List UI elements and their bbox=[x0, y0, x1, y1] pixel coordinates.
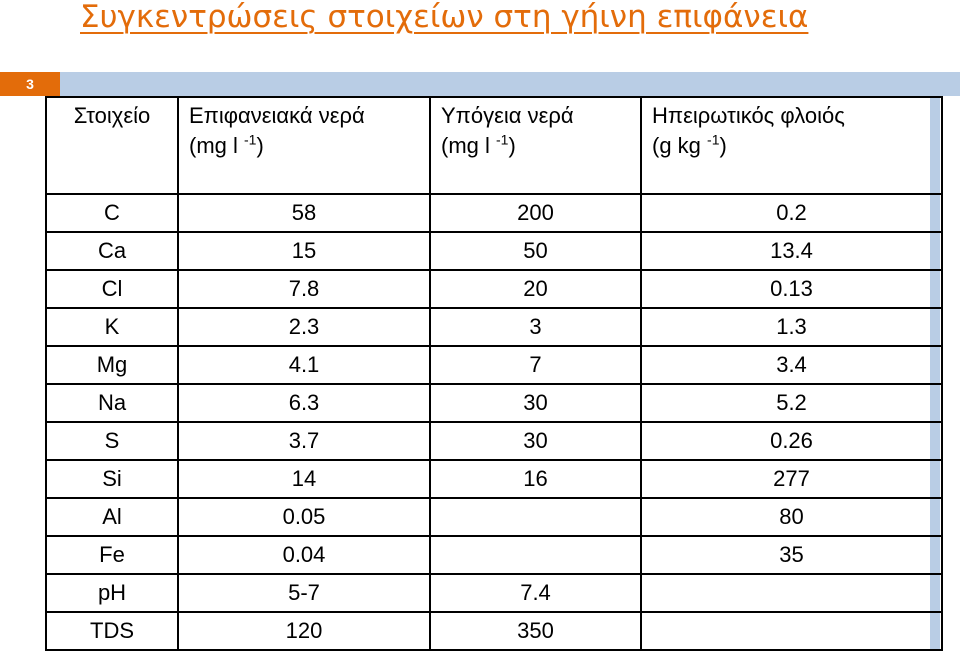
header-continental-crust bbox=[641, 97, 942, 194]
cell-surface-water: 0.05 bbox=[178, 498, 430, 536]
table-header-row bbox=[46, 97, 942, 194]
table-row bbox=[46, 460, 942, 498]
header-groundwater bbox=[430, 97, 641, 194]
cell-element: Mg bbox=[46, 346, 178, 384]
cell-groundwater: 200 bbox=[430, 194, 641, 232]
cell-crust: 13.4 bbox=[641, 232, 942, 270]
cell-crust: 1.3 bbox=[641, 308, 942, 346]
header-unit-exponent: -1 bbox=[496, 131, 509, 148]
cell-crust: 3.4 bbox=[641, 346, 942, 384]
table-row bbox=[46, 612, 942, 650]
cell-surface-water: 6.3 bbox=[178, 384, 430, 422]
cell-surface-water: 5-7 bbox=[178, 574, 430, 612]
header-accent-bar bbox=[0, 72, 960, 96]
table-row bbox=[46, 270, 942, 308]
slide-number-badge: 3 bbox=[0, 72, 60, 96]
cell-element: Fe bbox=[46, 536, 178, 574]
cell-groundwater: 16 bbox=[430, 460, 641, 498]
cell-surface-water: 3.7 bbox=[178, 422, 430, 460]
cell-groundwater: 50 bbox=[430, 232, 641, 270]
header-unit-close: ) bbox=[719, 133, 727, 158]
page-title: Συγκεντρώσεις στοιχείων στη γήινη επιφάνεια bbox=[80, 0, 809, 35]
cell-surface-water: 120 bbox=[178, 612, 430, 650]
header-unit-close: ) bbox=[508, 133, 516, 158]
cell-element: TDS bbox=[46, 612, 178, 650]
cell-groundwater bbox=[430, 498, 641, 536]
cell-crust: 5.2 bbox=[641, 384, 942, 422]
table-row bbox=[46, 574, 942, 612]
concentration-table bbox=[45, 96, 943, 651]
cell-groundwater: 30 bbox=[430, 422, 641, 460]
header-unit-exponent: -1 bbox=[707, 131, 720, 148]
cell-groundwater: 7 bbox=[430, 346, 641, 384]
header-unit: (g kg bbox=[652, 133, 708, 158]
table-row bbox=[46, 232, 942, 270]
table-row bbox=[46, 194, 942, 232]
cell-element: Al bbox=[46, 498, 178, 536]
header-label: Ηπειρωτικός φλοιός bbox=[652, 103, 845, 128]
cell-groundwater: 350 bbox=[430, 612, 641, 650]
cell-surface-water: 7.8 bbox=[178, 270, 430, 308]
cell-element: Cl bbox=[46, 270, 178, 308]
cell-groundwater: 30 bbox=[430, 384, 641, 422]
cell-surface-water: 2.3 bbox=[178, 308, 430, 346]
cell-surface-water: 14 bbox=[178, 460, 430, 498]
header-unit: (mg l bbox=[441, 133, 496, 158]
header-unit-exponent: -1 bbox=[244, 131, 257, 148]
cell-surface-water: 15 bbox=[178, 232, 430, 270]
header-element bbox=[46, 97, 178, 194]
header-unit-close: ) bbox=[256, 133, 264, 158]
cell-groundwater: 20 bbox=[430, 270, 641, 308]
header-unit: (mg l bbox=[189, 133, 244, 158]
cell-element: Si bbox=[46, 460, 178, 498]
header-surface-water bbox=[178, 97, 430, 194]
cell-element: Ca bbox=[46, 232, 178, 270]
cell-surface-water: 58 bbox=[178, 194, 430, 232]
cell-crust bbox=[641, 574, 942, 612]
cell-groundwater: 3 bbox=[430, 308, 641, 346]
header-label: Επιφανειακά νερά bbox=[189, 103, 365, 128]
header-label: Στοιχείο bbox=[73, 103, 151, 128]
cell-element: K bbox=[46, 308, 178, 346]
cell-crust: 0.26 bbox=[641, 422, 942, 460]
header-label: Υπόγεια νερά bbox=[441, 103, 574, 128]
table-row bbox=[46, 422, 942, 460]
table-row bbox=[46, 308, 942, 346]
table-row bbox=[46, 384, 942, 422]
cell-crust: 277 bbox=[641, 460, 942, 498]
cell-crust: 35 bbox=[641, 536, 942, 574]
cell-element: Na bbox=[46, 384, 178, 422]
cell-crust: 80 bbox=[641, 498, 942, 536]
cell-crust: 0.13 bbox=[641, 270, 942, 308]
cell-groundwater: 7.4 bbox=[430, 574, 641, 612]
cell-crust bbox=[641, 612, 942, 650]
table-row bbox=[46, 346, 942, 384]
cell-surface-water: 0.04 bbox=[178, 536, 430, 574]
cell-groundwater bbox=[430, 536, 641, 574]
concentration-table-container bbox=[45, 96, 941, 651]
cell-element: C bbox=[46, 194, 178, 232]
cell-crust: 0.2 bbox=[641, 194, 942, 232]
cell-element: S bbox=[46, 422, 178, 460]
cell-surface-water: 4.1 bbox=[178, 346, 430, 384]
cell-element: pH bbox=[46, 574, 178, 612]
table-row bbox=[46, 498, 942, 536]
table-row bbox=[46, 536, 942, 574]
